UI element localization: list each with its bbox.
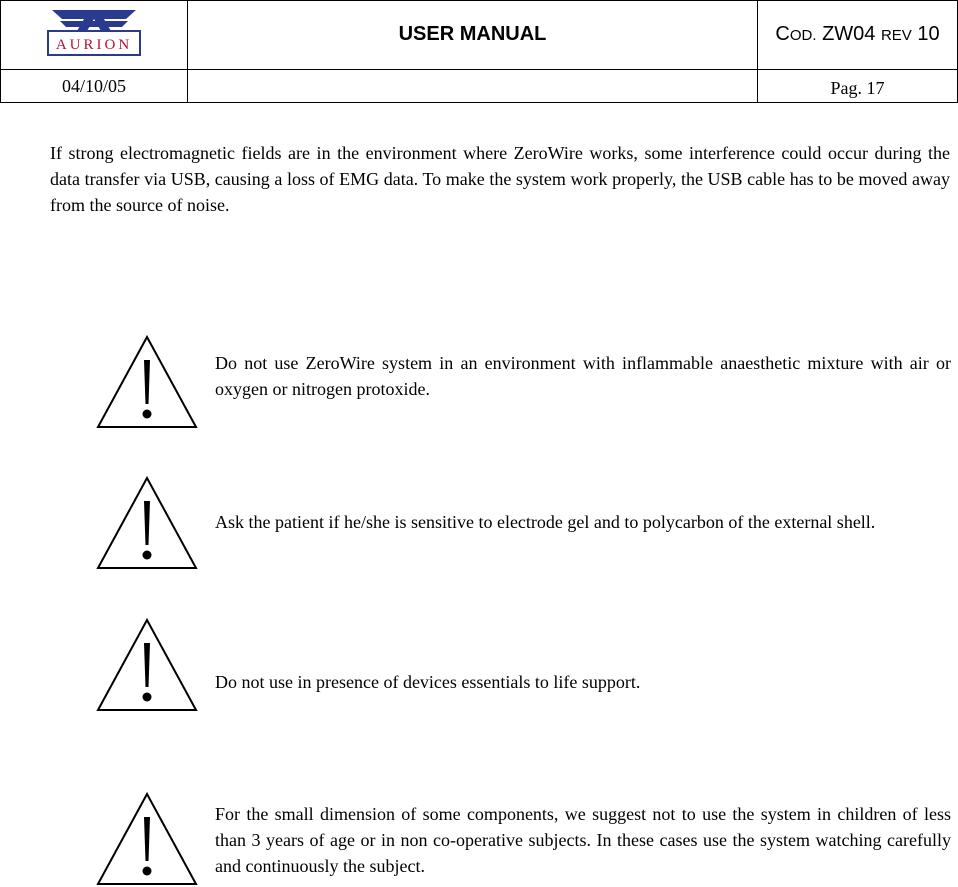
document-code: COD. ZW04 REV 10 [758, 1, 958, 70]
warning-triangle-icon [95, 617, 199, 713]
document-header [0, 0, 958, 103]
warning-text: For the small dimension of some components, we suggest not to use the system in children of less than 3 years of age or in non co-operative subjects. In these cases use the system watching carefully and continuously the subject. [215, 804, 951, 876]
logo-text: AURION [55, 37, 133, 54]
document-date: 04/10/05 [1, 69, 188, 102]
warning-text: Ask the patient if he/she is sensitive to electrode gel and to polycarbon of the external shell. [215, 512, 876, 532]
aurion-logo [46, 7, 142, 57]
warning-text: Do not use ZeroWire system in an environment with inflammable anaesthetic mixture with air or oxygen or nitrogen protoxide. [215, 353, 951, 399]
intro-paragraph: If strong electromagnetic fields are in the environment where ZeroWire works, some interference could occur during the data transfer via USB, causing a loss of EMG data. To make the system work properly, the USB cable has to be moved away from the source of noise. [50, 143, 950, 215]
document-title: USER MANUAL [188, 1, 758, 70]
warning-text: Do not use in presence of devices essentials to life support. [215, 672, 641, 692]
logo-cell [1, 1, 188, 70]
page-number: Pag. 17 [758, 69, 958, 102]
warning-triangle-icon [95, 334, 199, 430]
header-empty-cell [188, 69, 758, 102]
warning-triangle-icon [95, 475, 199, 571]
warning-triangle-icon [95, 791, 199, 887]
